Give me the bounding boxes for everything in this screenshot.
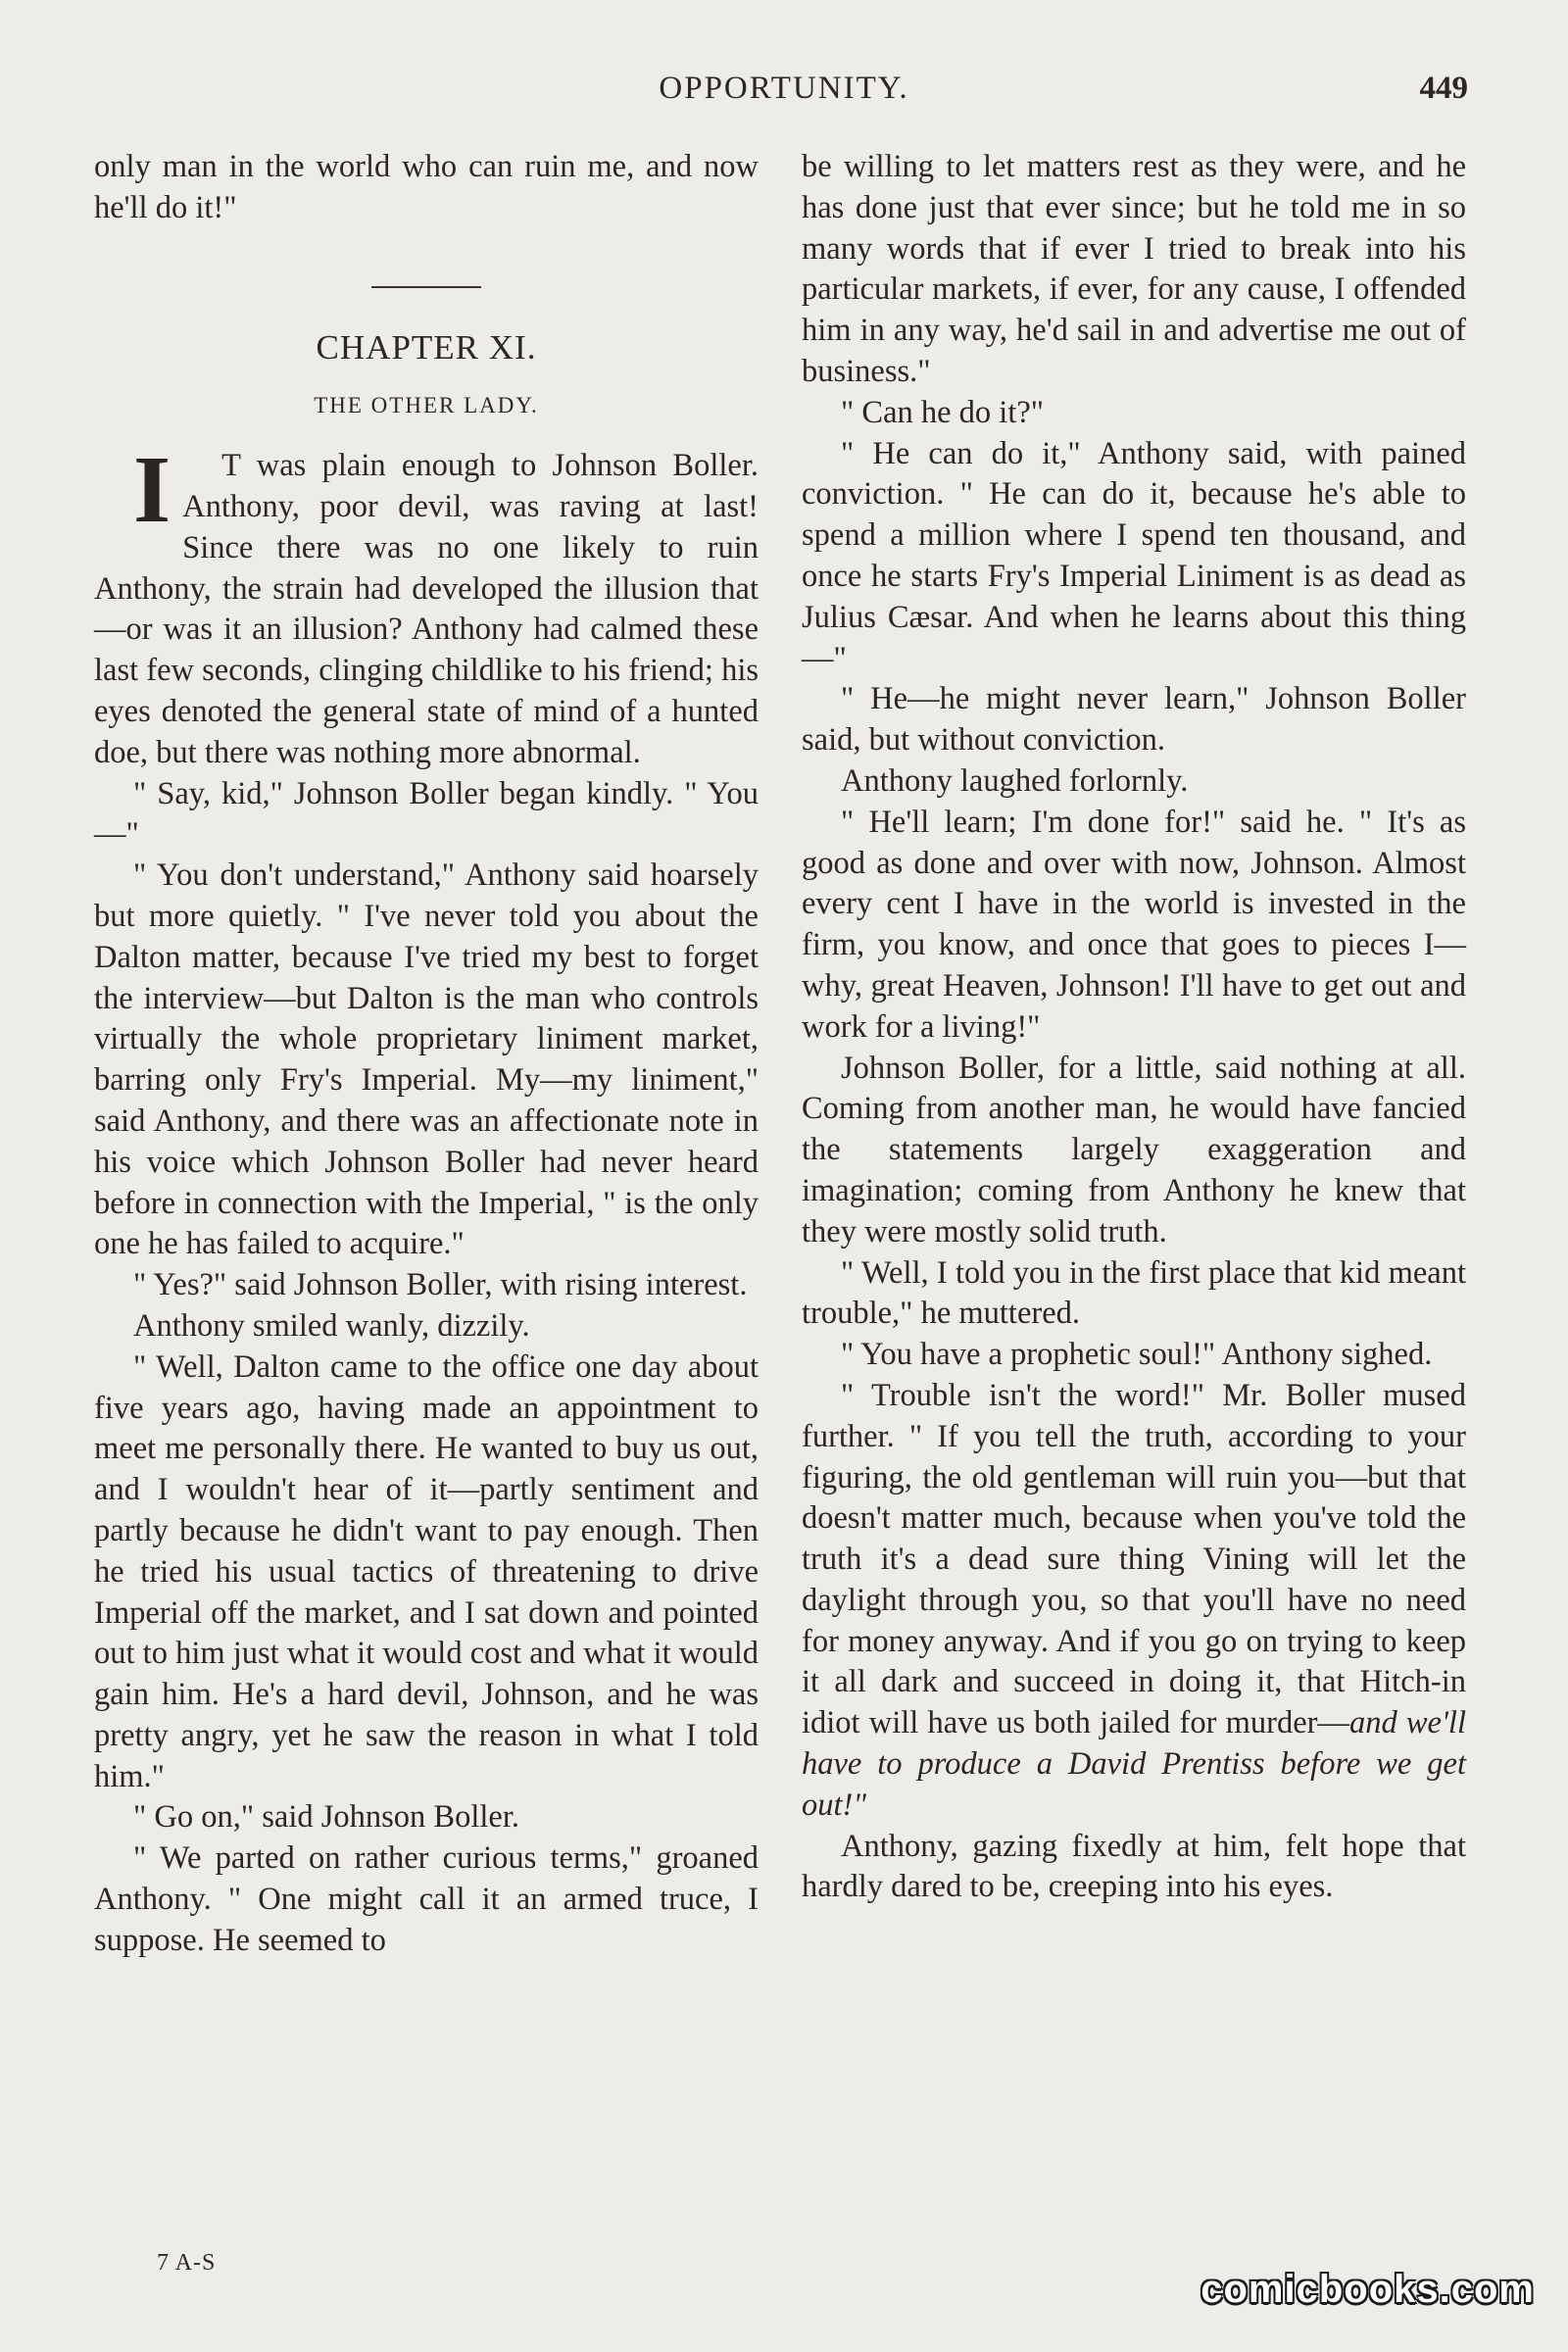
chapter-first-paragraph xyxy=(94,437,759,773)
right-paragraph: " Can he do it?" xyxy=(841,394,1045,430)
watermark-logo: comicbooks.com xyxy=(1200,2268,1535,2311)
left-paragraph: Anthony smiled wanly, dizzily. xyxy=(133,1307,530,1344)
right-paragraph: Anthony laughed forlornly. xyxy=(841,762,1189,799)
left-paragraph: " Go on," said Johnson Boller. xyxy=(133,1799,519,1836)
trouble-paragraph xyxy=(802,1376,1466,1827)
left-paragraph: " Say, kid," Johnson Boller began kindly. " You—" xyxy=(94,775,759,853)
first-paragraph-text: T was plain enough to Johnson Boller. Anthony, poor devil, was raving at last! Since there was no one likely to ruin Anthony, the strain had developed the illusion that—or was it an illusion? Anthony had calmed these last few seconds, clinging childlike to his friend; his eyes denoted the general state of mind of a hunted doe, but there was nothing more abnormal. xyxy=(94,448,759,770)
left-paragraph: " Yes?" said Johnson Boller, with rising interest. xyxy=(133,1267,748,1303)
closing-paragraph: Anthony, gazing fixedly at him, felt hope that hardly dared to be, creeping into his eyes. xyxy=(802,1828,1466,1905)
chapter-subtitle: THE OTHER LADY. xyxy=(314,393,539,418)
section-divider xyxy=(371,286,481,288)
left-column xyxy=(94,147,759,1962)
right-paragraph: " You have a prophetic soul!" Anthony sighed. xyxy=(841,1337,1433,1373)
running-head xyxy=(0,71,1568,120)
left-paragraph: " Well, Dalton came to the office one day about five years ago, having made an appointment to meet me personally there. He wanted to buy us out, and I wouldn't hear of it—partly sentiment and partly because he didn't want to pay enough. Then he tried his usual tactics of threatening to drive Imperial off the market, and I sat down and pointed out to him just what it would cost and what it would gain him. He's a hard devil, Johnson, and he was pretty angry, yet he saw the reason in what I told him." xyxy=(94,1348,759,1794)
right-paragraph: Johnson Boller, for a little, said nothing at all. Coming from another man, he would have fancied the statements largely exaggeration and imagination; coming from Anthony he knew that they were mostly solid truth. xyxy=(802,1050,1466,1250)
chapter-heading: CHAPTER XI. xyxy=(316,327,537,367)
page-number: 449 xyxy=(1419,71,1468,106)
right-column xyxy=(802,147,1466,1908)
right-paragraph: " Well, I told you in the first place that kid meant trouble," he muttered. xyxy=(802,1254,1466,1332)
right-paragraph: " He'll learn; I'm done for!" said he. " It's as good as done and over with now, Johnson. Almost every cent I have in the world is invested in the firm, you know, and once that goes to pieces I—why, great Heaven, Johnson! I'll have to get out and work for a living!" xyxy=(802,804,1466,1045)
right-paragraph: " He can do it," Anthony said, with pained conviction. " He can do it, because he's able to spend a million where I spend ten thousand, and once he starts Fry's Imperial Liniment is as dead as Julius Cæsar. And when he learns about this thing—" xyxy=(802,435,1466,676)
trouble-text: " Trouble isn't the word!" Mr. Boller mused further. " If you tell the truth, according to your figuring, the old gentleman will ruin you—but that doesn't matter much, because when you've told the truth it's a dead sure thing Vining will let the daylight through you, so that you'll have no need for money anyway. And if you go on trying to keep it all dark and succeed in doing it, that Hitch-in idiot will have us both jailed for murder— xyxy=(802,1377,1466,1741)
drop-cap: I xyxy=(133,437,172,544)
right-opening-paragraph: be willing to let matters rest as they were, and he has done just that ever since; but he told me in so many words that if ever I tried to break into his particular markets, if ever, for any cause, I offended him in any way, he'd sail in and advertise me out of business." xyxy=(802,149,1466,389)
left-paragraph: " You don't understand," Anthony said hoarsely but more quietly. " I've never told you about the Dalton matter, because I've tried my best to forget the interview—but Dalton is the man who controls virtually the whole proprietary liniment market, barring only Fry's Imperial. My—my liniment," said Anthony, and there was an affectionate note in his voice which Johnson Boller had never heard before in connection with the Imperial, " is the only one he has failed to acquire." xyxy=(94,858,759,1262)
right-paragraph: " He—he might never learn," Johnson Boller said, but without conviction. xyxy=(802,681,1466,759)
signature-mark: 7 A-S xyxy=(157,2250,217,2276)
trouble-italic-text: and we'll have to produce a David Prentiss before we get out!" xyxy=(802,1705,1466,1823)
left-paragraph: " We parted on rather curious terms," groaned Anthony. " One might call it an armed truce, I suppose. He seemed to xyxy=(94,1840,759,1958)
running-title: OPPORTUNITY. xyxy=(659,71,909,106)
left-opening-paragraph: only man in the world who can ruin me, and now he'll do it!" xyxy=(94,149,759,225)
